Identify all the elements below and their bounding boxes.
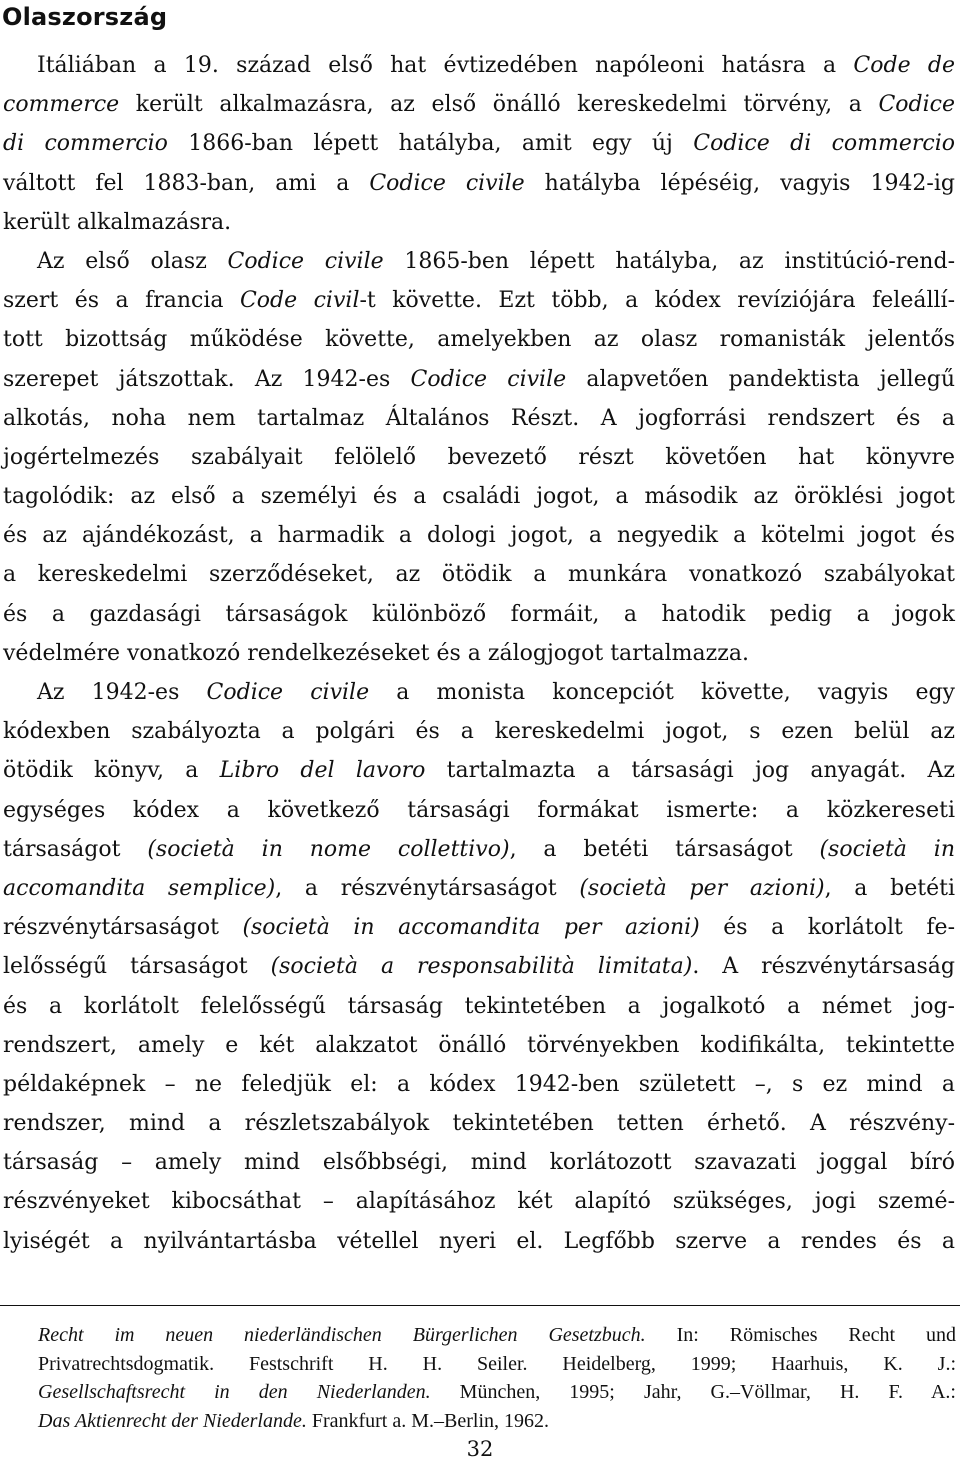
text-segment: München, 1995; Jahr, G.–Völlmar, H. F. A.: <box>430 1381 956 1403</box>
section-heading: Olaszország <box>2 3 168 31</box>
text-segment: lelősségű társaságot <box>3 954 271 980</box>
body-text <box>3 46 955 1261</box>
text-segment: és a korlátolt felelősségű társaság tekintetében a jogalkotó a német jog- <box>3 993 955 1019</box>
text-segment: hatályba lépéséig, vagyis 1942-ig <box>524 170 955 196</box>
text-segment: lyiségét a nyilvántartásba vétellel nyeri el. Legfőbb szerve a rendes és a <box>3 1228 955 1254</box>
italic-text: (società a responsabilità limitata) <box>270 954 693 980</box>
text-line <box>3 477 955 516</box>
footnote-separator <box>0 1305 960 1306</box>
text-line <box>3 1104 955 1143</box>
text-segment: részvénytársaságot <box>3 915 243 941</box>
footnote-line <box>38 1378 956 1407</box>
italic-text: Code civil <box>239 288 360 314</box>
text-line <box>3 46 955 85</box>
text-segment: a monista koncepciót követte, vagyis egy <box>369 680 955 705</box>
text-segment: tartalmazta a társasági jog anyagát. Az <box>425 758 955 784</box>
italic-text: Codice civile <box>206 680 370 705</box>
text-line <box>3 791 955 830</box>
text-line <box>3 360 955 399</box>
text-line <box>3 1026 955 1065</box>
text-segment: , a részvénytársaságot <box>275 875 580 901</box>
text-segment: szert és a francia <box>3 288 240 314</box>
italic-text: (società in <box>819 836 955 862</box>
text-line <box>3 399 955 438</box>
text-line <box>3 908 955 947</box>
italic-text: Gesellschaftsrecht in den Niederlanden. <box>38 1381 431 1403</box>
text-line <box>3 242 955 281</box>
text-segment: részvényeket kibocsáthat – alapításához két alapító szükséges, jogi szemé- <box>3 1189 955 1215</box>
text-segment: alapvetően pandektista jellegű <box>566 366 955 392</box>
text-segment: a kereskedelmi szerződéseket, az ötödik a munkára vonatkozó szabályokat <box>3 562 955 588</box>
footnote-line <box>38 1321 956 1350</box>
text-line <box>3 1143 955 1182</box>
text-segment: Az első olasz <box>37 248 228 274</box>
text-segment: Az 1942-es <box>37 680 207 705</box>
text-line <box>3 1065 955 1104</box>
text-segment: rendszert, amely e két alakzatot önálló törvényekben kodifikálta, tekintette <box>3 1032 955 1058</box>
text-segment: alkotás, noha nem tartalmaz Általános Részt. A jogforrási rendszert és a <box>3 405 955 431</box>
italic-text: Code de <box>853 53 955 78</box>
italic-text: Das Aktienrecht der Niederlande. <box>38 1409 307 1432</box>
text-segment: került alkalmazásra. <box>3 209 232 235</box>
text-segment: 1865-ben lépett hatályba, az institúció-rend- <box>383 248 955 274</box>
italic-text: Recht im neuen niederländischen Bürgerlichen Gesetzbuch. <box>38 1324 646 1346</box>
text-line <box>3 85 955 124</box>
italic-text: Codice <box>878 92 955 118</box>
italic-text: (società in nome collettivo) <box>147 836 510 862</box>
footnote-line <box>38 1350 956 1379</box>
text-segment: , a betéti <box>824 875 955 901</box>
italic-text: (società in accomandita per azioni) <box>242 915 700 941</box>
text-line <box>3 1182 955 1221</box>
text-segment: -t követte. Ezt több, a kódex revíziójára feleállí- <box>359 288 955 314</box>
text-segment: Frankfurt a. M.–Berlin, 1962. <box>306 1409 550 1432</box>
text-segment: egységes kódex a következő társasági formákat ismerte: a közkereseti <box>3 797 955 823</box>
text-segment: rendszer, mind a részletszabályok tekintetében tetten érhető. A részvény- <box>3 1111 955 1137</box>
text-segment: 1866-ban lépett hatályba, amit egy új <box>167 131 694 157</box>
text-segment: , a betéti társaságot <box>509 836 820 862</box>
text-line <box>3 555 955 594</box>
text-line <box>3 869 955 908</box>
italic-text: commerce <box>3 92 120 118</box>
text-line <box>3 281 955 320</box>
text-line <box>3 1222 955 1261</box>
text-line <box>3 124 955 163</box>
text-line <box>3 634 955 673</box>
text-segment: tagolódik: az első a személyi és a családi jogot, a második az öröklési jogot <box>3 484 955 510</box>
italic-text: di commercio <box>3 131 168 157</box>
text-segment: kódexben szabályozta a polgári és a kereskedelmi jogot, s ezen belül az <box>3 719 955 745</box>
text-line <box>3 673 955 712</box>
text-line <box>3 203 955 242</box>
italic-text: Codice civile <box>369 170 525 196</box>
text-line <box>3 438 955 477</box>
text-segment: Itáliában a 19. század első hat évtizedében napóleoni hatásra a <box>37 53 854 78</box>
italic-text: Codice civile <box>227 248 384 274</box>
text-line <box>3 595 955 634</box>
text-line <box>3 164 955 203</box>
text-segment: jogértelmezés szabályait felölelő bevezető részt követően hat könyvre <box>3 444 955 470</box>
text-line <box>3 516 955 555</box>
text-segment: tott bizottság működése követte, amelyekben az olasz romanisták jelentős <box>3 327 955 353</box>
footnote-line <box>38 1407 956 1436</box>
italic-text: Libro del lavoro <box>219 758 426 784</box>
text-segment: védelmére vonatkozó rendelkezéseket és a zálogjogot tartalmazza. <box>3 640 749 666</box>
text-line <box>3 320 955 359</box>
italic-text: Codice civile <box>410 366 567 392</box>
text-segment: társaság – amely mind elsőbbségi, mind korlátozott szavazati joggal bíró <box>3 1150 955 1176</box>
text-segment: In: Römisches Recht und <box>645 1324 957 1346</box>
text-segment: és a korlátolt fe- <box>699 915 956 941</box>
text-segment: került alkalmazásra, az első önálló kereskedelmi törvény, a <box>119 92 879 118</box>
text-segment: példaképnek – ne feledjük el: a kódex 1942-ben született –, s ez mind a <box>3 1071 955 1097</box>
italic-text: Codice di commercio <box>693 131 956 157</box>
italic-text: accomandita semplice) <box>3 875 276 901</box>
text-segment: váltott fel 1883-ban, ami a <box>3 170 370 196</box>
text-line <box>3 830 955 869</box>
text-segment: társaságot <box>3 836 148 862</box>
page-number: 32 <box>466 1437 494 1461</box>
text-segment: és az ajándékozást, a harmadik a dologi jogot, a negyedik a kötelmi jogot és <box>3 523 955 549</box>
text-segment: szerepet játszottak. Az 1942-es <box>3 366 411 392</box>
italic-text: (società per azioni) <box>579 875 825 901</box>
text-segment: . A részvénytársaság <box>692 954 955 980</box>
text-segment: ötödik könyv, a <box>3 758 220 784</box>
text-line <box>3 712 955 751</box>
text-line <box>3 987 955 1026</box>
text-segment: és a gazdasági társaságok különböző formáit, a hatodik pedig a jogok <box>3 601 955 627</box>
footnote <box>38 1321 956 1435</box>
text-line <box>3 751 955 790</box>
text-line <box>3 947 955 986</box>
text-segment: Privatrechtsdogmatik. Festschrift H. H. Seiler. Heidelberg, 1999; Haarhuis, K. J.: <box>38 1352 956 1375</box>
